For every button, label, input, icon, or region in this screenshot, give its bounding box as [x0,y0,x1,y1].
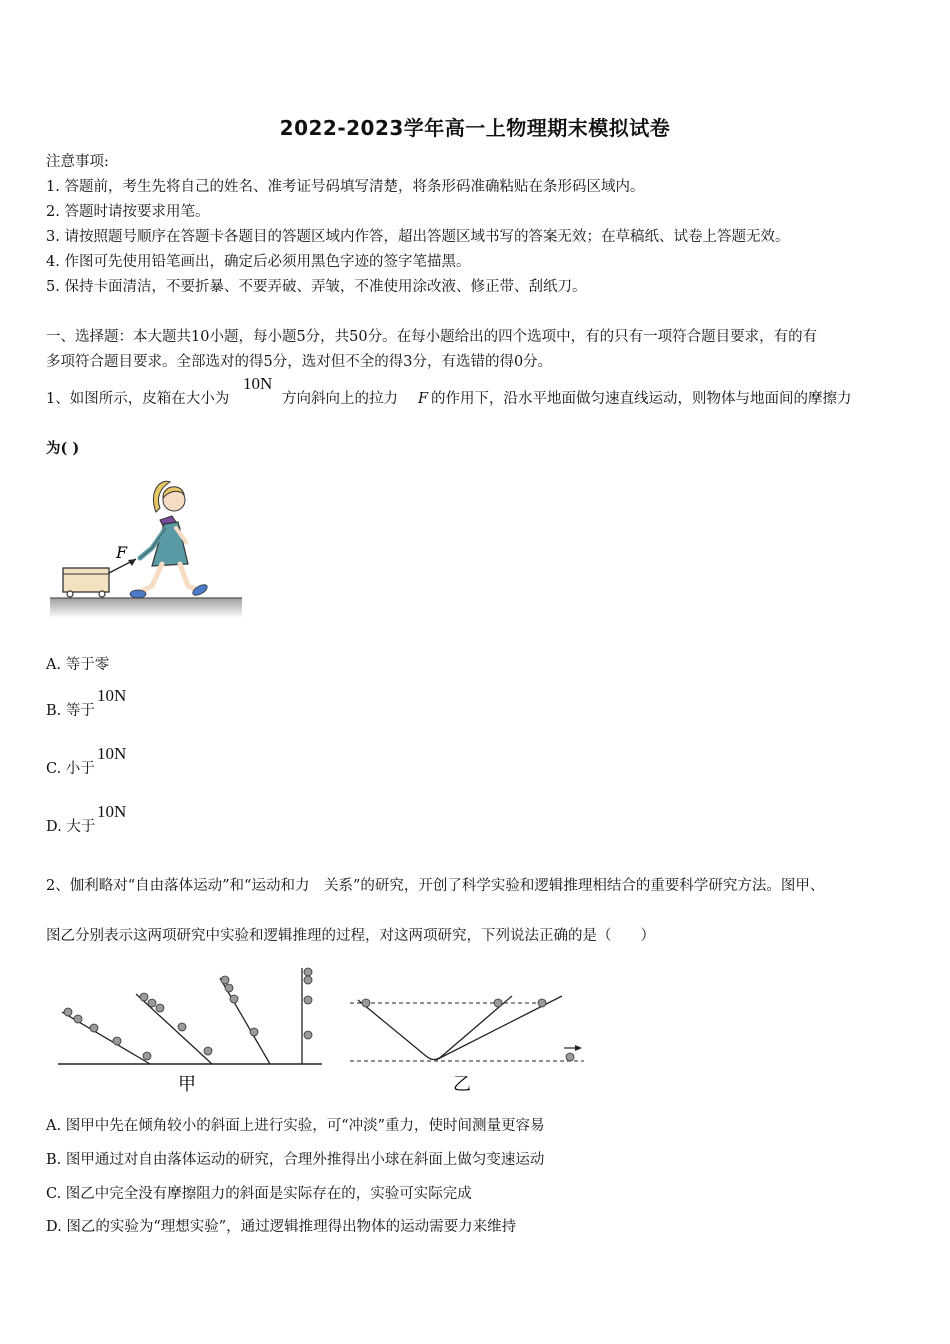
q1-text-part2: 方向斜向上的拉力 [282,391,398,407]
q2-text-line1: 2、伽利略对“自由落体运动”和“运动和力 关系”的研究，开创了科学实验和逻辑推理相结合的重要科学研究方法。图甲、 [46,878,825,894]
notes-heading: 注意事项: [46,154,109,170]
ground [50,598,242,618]
q2-figure-inclines [56,962,326,1096]
q2-option-c: C. 图乙中完全没有摩擦阻力的斜面是实际存在的，实验可实际完成 [46,1186,472,1202]
box [63,568,109,597]
force-label: F [116,543,128,562]
q1-option-a: A. 等于零 [46,657,110,673]
note-item: 5. 保持卡面清洁，不要折暴、不要弄破、弄皱，不准使用涂改液、修正带、刮纸刀。 [46,279,587,295]
section-heading-line2: 多项符合题目要求。全部选对的得5分，选对但不全的得3分，有选错的得0分。 [46,354,553,370]
q2-figure-ideal-experiment [346,988,596,1098]
q1-quantity: 10N [243,374,273,393]
q1-force-symbol: F [418,391,429,407]
q1-option-b-value: 10N [97,686,127,705]
q1-option-c-value: 10N [97,744,127,763]
q1-option-c: C. 小于 [46,761,95,777]
q2-option-a: A. 图甲中先在倾角较小的斜面上进行实验，可“冲淡”重力，使时间测量更容易 [46,1118,545,1134]
q1-text-part3: 的作用下，沿水平地面做匀速直线运动，则物体与地面间的摩擦力 [431,391,852,407]
balls [64,968,312,1060]
girl [130,481,209,598]
q2-text-line2: 图乙分别表示这两项研究中实验和逻辑推理的过程，对这两项研究，下列说法正确的是（ ） [46,928,655,944]
q1-text-part1: 1、如图所示，皮箱在大小为 [46,391,230,407]
note-item: 1. 答题前，考生先将自己的姓名、准考证号码填写清楚，将条形码准确粘贴在条形码区域内。 [46,179,645,195]
note-item: 2. 答题时请按要求用笔。 [46,204,210,220]
q2-option-b: B. 图甲通过对自由落体运动的研究，合理外推得出小球在斜面上做匀变速运动 [46,1152,545,1168]
figure-label-yi: 乙 [453,1074,471,1095]
page-title: 2022-2023学年高一上物理期末模拟试卷 [279,116,671,140]
figure-label-jia: 甲 [178,1074,196,1095]
q1-figure-girl-pulling-box [48,468,244,620]
incline-steep [358,996,512,1060]
section-heading-line1: 一、选择题：本大题共10小题，每小题5分，共50分。在每小题给出的四个选项中，有的只有一项符合题目要求，有的有 [46,329,818,345]
q1-option-b: B. 等于 [46,703,95,719]
q2-option-d: D. 图乙的实验为“理想实验”，通过逻辑推理得出物体的运动需要力来维持 [46,1219,517,1235]
q1-text-part4: 为( ) [46,440,80,457]
note-item: 4. 作图可先使用铅笔画出，确定后必须用黑色字迹的签字笔描黑。 [46,254,471,270]
q1-option-d-value: 10N [97,802,127,821]
q1-option-d: D. 大于 [46,819,96,835]
note-item: 3. 请按照题号顺序在答题卡各题目的答题区域内作答，超出答题区域书写的答案无效；在草稿纸、试卷上答题无效。 [46,229,790,245]
